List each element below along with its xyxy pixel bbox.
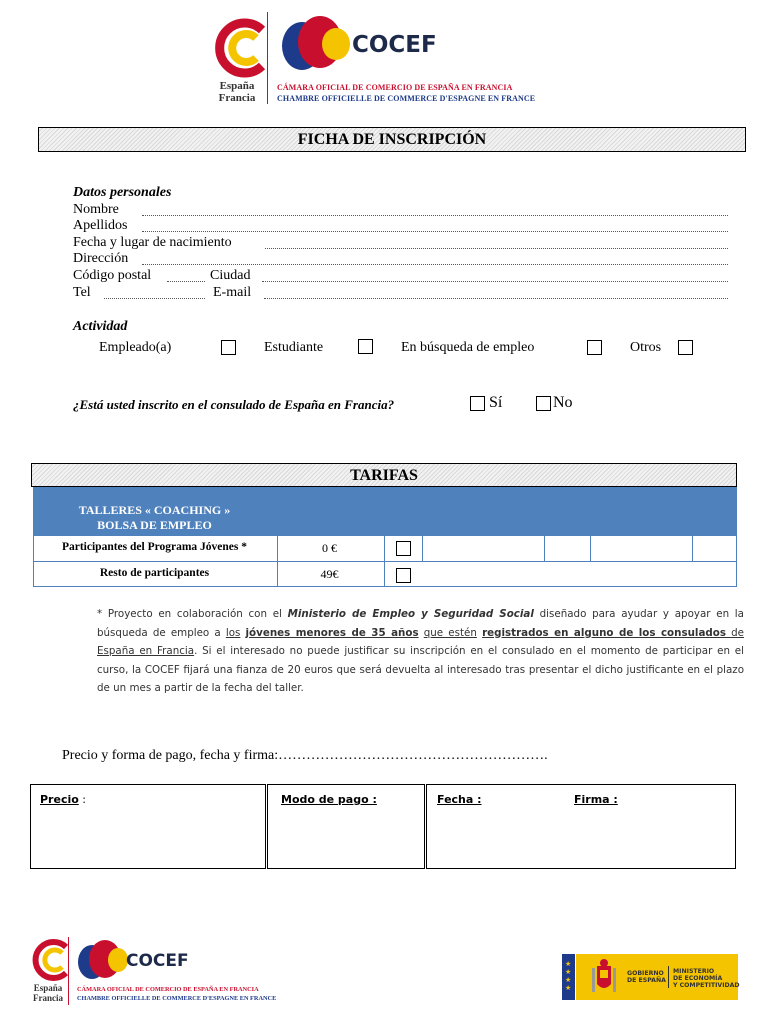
eu-flag-icon: ★ ★ ★ ★ (562, 954, 575, 1000)
footer-org-es: CÁMARA OFICIAL DE COMERCIO DE ESPAÑA EN FRANCIA (77, 986, 259, 993)
estudiante-label: Estudiante (264, 340, 324, 355)
otros-checkbox[interactable] (678, 340, 693, 355)
precio-label: Precio (40, 793, 79, 806)
footer-espana-francia-c-icon (28, 933, 72, 983)
personal-heading: Datos personales (73, 185, 172, 200)
modo-pago-box[interactable] (267, 784, 425, 869)
title-bar (38, 127, 746, 152)
row-jovenes-label: Participantes del Programa Jóvenes * (61, 541, 248, 553)
tarifas-header (33, 487, 737, 535)
precio-box[interactable]: Precio : (30, 784, 266, 869)
si-label: Sí (489, 394, 503, 411)
ciudad-field[interactable] (262, 281, 728, 282)
jovenes-checkbox[interactable] (396, 541, 411, 556)
fecha-lugar-label: Fecha y lugar de nacimiento (73, 235, 232, 250)
tel-label: Tel (73, 285, 91, 300)
fecha-label: Fecha : (437, 793, 482, 806)
ministerio-text: MINISTERIO DE ECONOMÍA Y COMPETITIVIDAD (673, 968, 740, 989)
estudiante-checkbox[interactable] (358, 339, 373, 354)
empleado-checkbox[interactable] (221, 340, 236, 355)
no-checkbox[interactable] (536, 396, 551, 411)
header-brand: COCEF (352, 32, 437, 58)
empleado-label: Empleado(a) (99, 340, 172, 355)
page-title: FICHA DE INSCRIPCIÓN (297, 131, 487, 148)
email-label: E-mail (213, 285, 252, 300)
otros-label: Otros (630, 340, 662, 355)
consulado-question: ¿Está usted inscrito en el consulado de España en Francia? (73, 397, 395, 412)
ciudad-label: Ciudad (210, 268, 251, 283)
row-jovenes-price: 0 € (322, 541, 337, 555)
footer-org-fr: CHAMBRE OFFICIELLE DE COMMERCE D'ESPAGNE EN FRANCE (77, 995, 277, 1002)
no-label: No (553, 394, 573, 411)
si-checkbox[interactable] (470, 396, 485, 411)
tel-field[interactable] (104, 298, 205, 299)
fecha-firma-box[interactable] (426, 784, 736, 869)
firma-label: Firma : (574, 793, 618, 806)
row-resto-price: 49€ (320, 567, 339, 581)
codigo-postal-field[interactable] (167, 281, 205, 282)
email-field[interactable] (264, 298, 728, 299)
footer-cocef-icon (74, 936, 132, 984)
busqueda-checkbox[interactable] (587, 340, 602, 355)
actividad-heading: Actividad (73, 319, 128, 334)
coat-of-arms-icon (588, 958, 620, 996)
row-resto-label: Resto de participantes (99, 567, 210, 579)
footer-badge-text: España Francia (33, 983, 63, 1003)
codigo-postal-label: Código postal (73, 268, 152, 283)
header-divider (267, 12, 268, 104)
fecha-lugar-field[interactable] (265, 248, 728, 249)
footer-brand: COCEF (126, 951, 189, 971)
direccion-field[interactable] (142, 264, 728, 265)
header-org-es: CÁMARA OFICIAL DE COMERCIO DE ESPAÑA EN FRANCIA (277, 83, 513, 92)
resto-checkbox[interactable] (396, 568, 411, 583)
apellidos-field[interactable] (142, 231, 728, 232)
header-org-fr: CHAMBRE OFFICIELLE DE COMMERCE D'ESPAGNE EN FRANCE (277, 94, 536, 103)
apellidos-label: Apellidos (73, 218, 128, 233)
busqueda-label: En búsqueda de empleo (401, 340, 535, 355)
project-note: * Proyecto en colaboración con el Ministerio de Empleo y Seguridad Social diseñado para ayudar y apoyar en la búsqueda de empleo a los jóvenes menores de 35 años que estén registrados en alguno de los consulados de España en Francia. Si el interesado no puede justificar su inscripción en el consulado en el momento de participar en el curso, la COCEF fijará una fianza de 20 euros que será devuelta al interesado tras presentar el dicho justificante en el plazo de un mes a partir de la fecha del taller. (97, 608, 745, 694)
tarifas-header-text: TALLERES « COACHING » BOLSA DE EMPLEO (78, 503, 231, 532)
nombre-label: Nombre (73, 202, 119, 217)
header-badge-text: España Francia (218, 80, 256, 104)
espana-francia-c-icon (208, 8, 270, 80)
payment-line: Precio y forma de pago, fecha y firma:…………………………………………………. (62, 748, 548, 763)
cocef-logo-icon (276, 10, 356, 78)
footer-divider (68, 937, 69, 1005)
gobierno-text: GOBIERNO DE ESPAÑA (627, 970, 666, 984)
nombre-field[interactable] (142, 215, 728, 216)
tarifas-bar (31, 463, 737, 487)
direccion-label: Dirección (73, 251, 129, 266)
modo-pago-label: Modo de pago : (281, 793, 377, 806)
tarifas-title: TARIFAS (350, 467, 418, 484)
